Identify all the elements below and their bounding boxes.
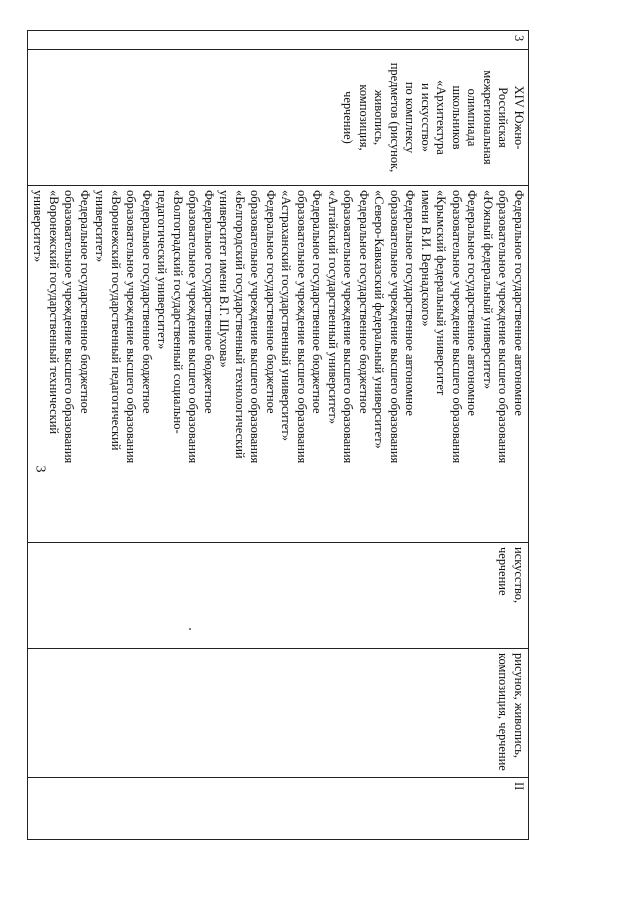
level-cell xyxy=(28,778,529,840)
organizer-line: образовательное учреждение высшего образования xyxy=(388,190,402,464)
organizer-line: университет имени В.Г. Шухова» xyxy=(217,190,232,368)
organizer-line: образовательное учреждение высшего образования xyxy=(248,190,263,464)
olympiad-name-line: межрегиональная xyxy=(481,70,495,165)
organizer-line: «Южный федеральный университет» xyxy=(481,190,495,390)
organizers-cell xyxy=(28,186,529,543)
olympiad-name-line: XIV Южно- xyxy=(512,85,526,150)
page-number: 3 xyxy=(32,465,48,473)
organizer-line: «Волгоградский государственный социально- xyxy=(171,190,185,434)
organizer-line: «Крымский федеральный университет xyxy=(434,190,449,396)
profile-line: искусство, xyxy=(512,547,526,604)
organizer-line: образовательное учреждение высшего образования xyxy=(295,190,309,464)
organizer-line: «Воронежский государственный технический xyxy=(47,190,61,435)
olympiad-table xyxy=(27,30,529,840)
olympiad-name-line: черчение) xyxy=(341,91,356,144)
organizer-line: образовательное учреждение высшего образования xyxy=(450,190,464,464)
olympiad-name-line: олимпиада xyxy=(465,88,480,147)
organizer-line: образовательное учреждение высшего образования xyxy=(186,190,201,464)
olympiad-name-line: по комплексу xyxy=(403,81,418,154)
organizer-line: Федеральное государственное автономное xyxy=(465,190,480,416)
subjects-line: рисунок, живопись, xyxy=(512,653,526,758)
organizer-line: образовательное учреждение высшего образования xyxy=(496,190,511,464)
organizer-line: «Белгородский государственный технологический xyxy=(233,190,247,459)
profile-cell xyxy=(28,543,529,649)
olympiad-name-line: «Архитектура xyxy=(434,80,449,155)
organizer-line: Федеральное государственное бюджетное xyxy=(310,190,325,414)
olympiad-name-line: школьников xyxy=(450,85,464,150)
row-number-cell xyxy=(28,31,529,50)
organizer-line: «Воронежский государственный педагогический xyxy=(109,190,123,451)
profile-line: черчение xyxy=(496,547,511,596)
organizer-line: Федеральное государственное бюджетное xyxy=(78,190,92,414)
organizer-line: педагогический университет» xyxy=(155,190,170,350)
olympiad-level: II xyxy=(512,782,526,791)
olympiad-name-line: живопись, xyxy=(372,89,387,146)
olympiad-name-line: Российская xyxy=(496,87,511,148)
organizer-line: образовательное учреждение высшего образования xyxy=(341,190,356,464)
organizer-line: Федеральное государственное бюджетное xyxy=(264,190,278,414)
organizer-line: имени В.И. Вернадского» xyxy=(419,190,433,327)
subjects-line: композиция, черчение xyxy=(496,653,511,771)
organizer-line: Федеральное государственное автономное xyxy=(512,190,526,416)
subjects-cell xyxy=(28,649,529,778)
organizer-line: университет» xyxy=(31,190,46,263)
organizer-line: «Северо-Кавказский федеральный университет» xyxy=(372,190,387,449)
organizer-line: университет» xyxy=(93,190,108,263)
rotated-table-wrapper xyxy=(31,30,529,839)
organizer-line: Федеральное государственное бюджетное xyxy=(202,190,216,414)
organizer-line: образовательное учреждение высшего образования xyxy=(62,190,77,464)
organizer-line: Федеральное государственное бюджетное xyxy=(357,190,371,414)
organizer-line: Федеральное государственное бюджетное xyxy=(140,190,154,414)
organizer-line: Федеральное государственное автономное xyxy=(403,190,418,416)
row-number: 3 xyxy=(512,35,526,42)
olympiad-name-line: композиция, xyxy=(357,84,371,151)
olympiad-name-line: и искусство» xyxy=(419,82,433,153)
organizer-line: «Астраханский государственный университет» xyxy=(279,190,294,441)
table-row xyxy=(28,31,529,840)
olympiad-name-line: предметов (рисунок, xyxy=(388,62,402,173)
olympiad-name-cell xyxy=(28,50,529,186)
organizer-line: «Алтайский государственный университет» xyxy=(326,190,340,425)
organizer-line: образовательное учреждение высшего образования xyxy=(124,190,139,464)
